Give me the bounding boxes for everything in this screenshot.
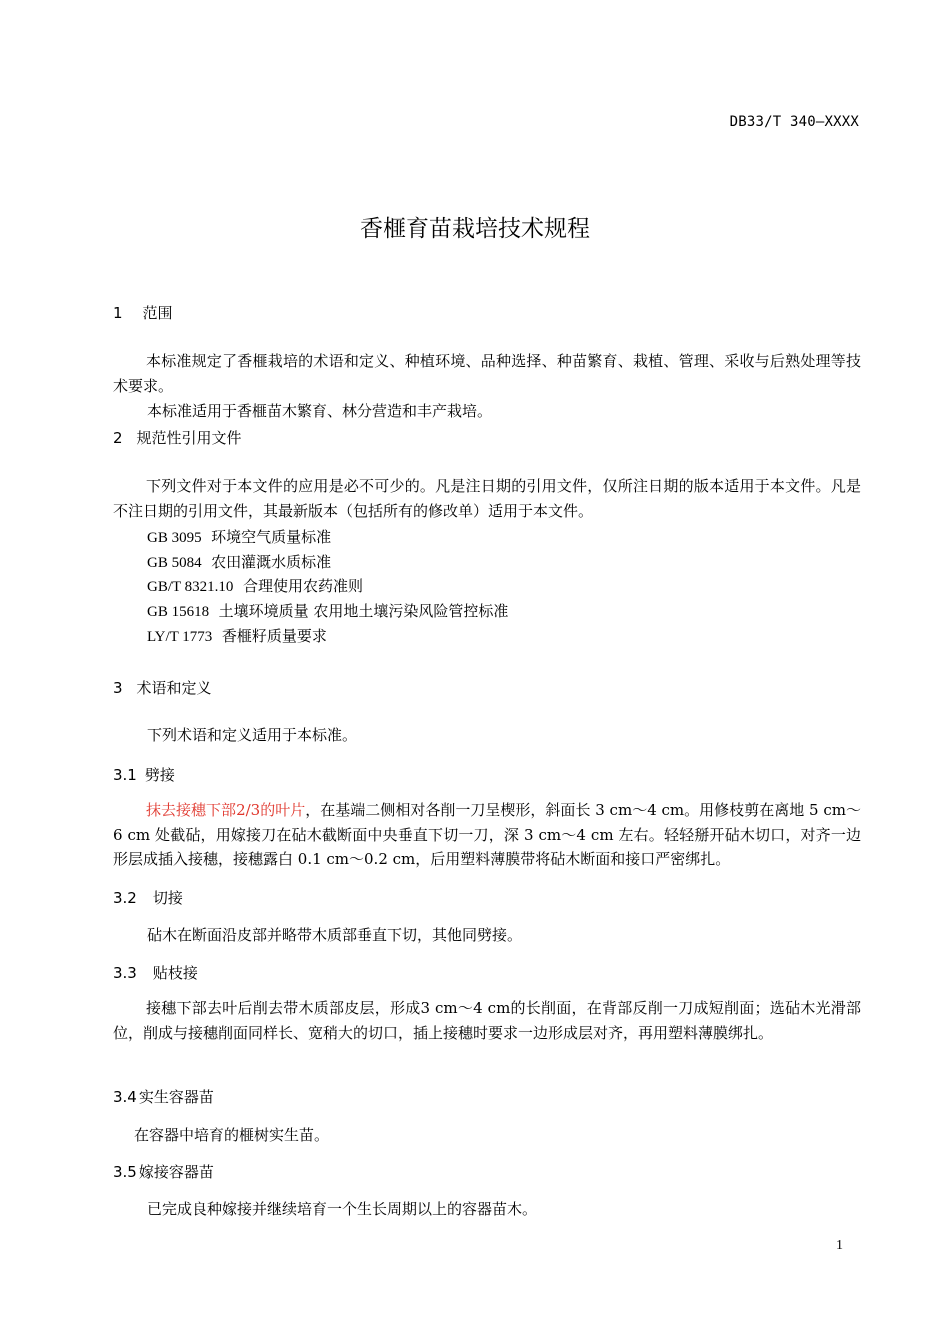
section-1-paragraph-2: 本标准适用于香榧苗木繁育、林分营造和丰产栽培。 — [147, 402, 493, 420]
subsection-number: 3.2 — [113, 889, 137, 907]
section-1-heading — [113, 302, 173, 323]
document-title: 香榧育苗栽培技术规程 — [360, 216, 590, 242]
subsection-3-4-paragraph: 在容器中培育的榧树实生苗。 — [134, 1126, 330, 1144]
reference-item — [147, 575, 363, 596]
section-3-intro: 下列术语和定义适用于本标准。 — [147, 726, 358, 744]
section-number: 3 — [113, 679, 123, 697]
subsection-title: 嫁接容器苗 — [138, 1163, 214, 1181]
reference-code: GB 3095 — [147, 530, 202, 546]
subsection-title: 劈接 — [144, 766, 175, 784]
subsection-3-3-paragraph: 接穗下部去叶后削去带木质部皮层，形成3 cm～4 cm的长削面，在背部反削一刀成短削面；选砧木光滑部位，削成与接穗削面同样长、宽稍大的切口，插上接穗时要求一边形成层对齐，再用塑料薄膜绑扎。 — [113, 999, 861, 1042]
section-number: 2 — [113, 429, 123, 447]
section-2-paragraph: 下列文件对于本文件的应用是必不可少的。凡是注日期的引用文件，仅所注日期的版本适用于本文件。凡是不注日期的引用文件，其最新版本（包括所有的修改单）适用于本文件。 — [113, 477, 861, 520]
reference-item — [147, 600, 508, 621]
section-3-heading — [113, 677, 212, 698]
subsection-3-1-heading — [113, 764, 175, 785]
subsection-number: 3.1 — [113, 766, 137, 784]
subsection-3-4-heading — [113, 1086, 214, 1107]
highlighted-text: 抹去接穗下部2/3的叶片 — [146, 801, 306, 819]
reference-name: 土壤环境质量 农用地土壤污染风险管控标准 — [218, 602, 509, 620]
section-title: 规范性引用文件 — [136, 429, 242, 447]
subsection-3-1-paragraph — [113, 798, 861, 872]
reference-code: LY/T 1773 — [147, 629, 213, 645]
reference-item — [147, 551, 331, 572]
reference-name: 香榧籽质量要求 — [221, 627, 327, 645]
reference-item — [147, 526, 331, 547]
section-title: 术语和定义 — [136, 679, 212, 697]
subsection-title: 实生容器苗 — [138, 1088, 214, 1106]
reference-name: 环境空气质量标准 — [211, 528, 332, 546]
section-1-paragraph-1: 本标准规定了香榧栽培的术语和定义、种植环境、品种选择、种苗繁育、栽植、管理、采收与后熟处理等技术要求。 — [113, 352, 861, 395]
document-code: DB33/T 340—XXXX — [729, 114, 859, 130]
subsection-3-5-paragraph: 已完成良种嫁接并继续培育一个生长周期以上的容器苗木。 — [147, 1200, 538, 1218]
reference-code: GB 5084 — [147, 555, 202, 571]
paragraph-text: ，在基端二侧相对各削一刀呈楔形，斜面长 3 cm～4 cm。用修枝剪在离地 5 cm～6 cm 处截砧，用嫁接刀在砧木截断面中央垂直下切一刀，深 3 cm～4 cm 左右。轻轻掰开砧木切口，对齐一边形层成插入接穗，接穗露白 0.1 cm～0.2 cm，后用塑料薄膜带将砧木断面和接口严密绑扎。 — [113, 801, 861, 868]
subsection-number: 3.4 — [113, 1088, 137, 1106]
subsection-3-3-heading — [113, 962, 198, 983]
subsection-3-2-heading — [113, 887, 183, 908]
section-number: 1 — [113, 304, 123, 322]
subsection-number: 3.3 — [113, 964, 137, 982]
reference-item — [147, 625, 327, 646]
page-number: 1 — [836, 1238, 843, 1253]
subsection-title: 贴枝接 — [152, 964, 198, 982]
subsection-number: 3.5 — [113, 1163, 137, 1181]
section-title: 范围 — [142, 304, 173, 322]
reference-name: 农田灌溉水质标准 — [211, 553, 332, 571]
reference-code: GB/T 8321.10 — [147, 579, 234, 595]
subsection-title: 切接 — [152, 889, 183, 907]
reference-name: 合理使用农药准则 — [242, 577, 363, 595]
section-2-heading — [113, 427, 242, 448]
reference-code: GB 15618 — [147, 604, 210, 620]
subsection-3-5-heading — [113, 1161, 214, 1182]
subsection-3-2-paragraph: 砧木在断面沿皮部并略带木质部垂直下切，其他同劈接。 — [147, 926, 523, 944]
